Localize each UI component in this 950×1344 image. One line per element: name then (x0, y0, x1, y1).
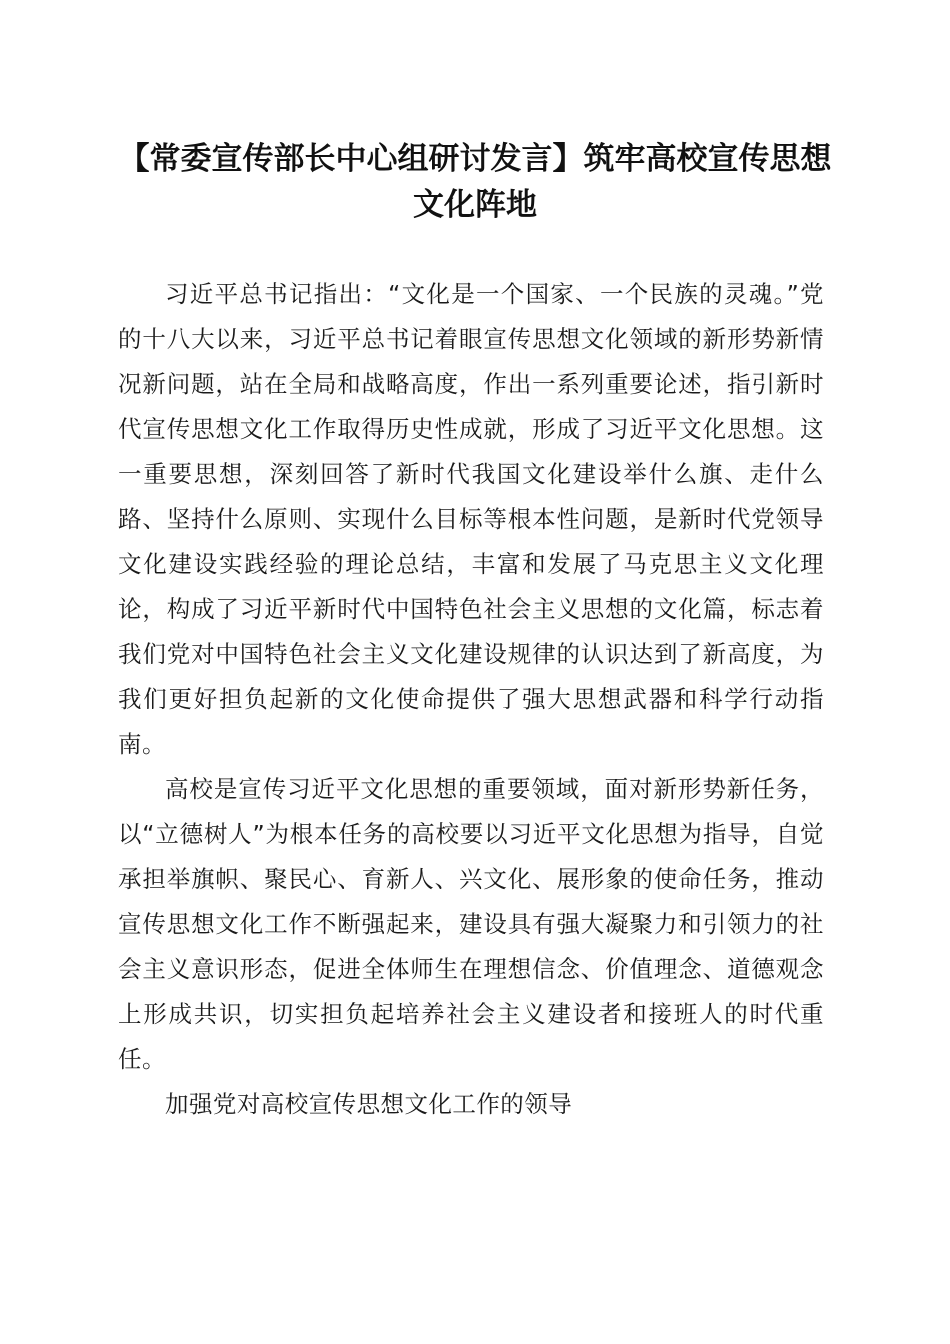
section-heading: 加强党对高校宣传思想文化工作的领导 (165, 1090, 573, 1118)
paragraph-intro: 习近平总书记指出：“文化是一个国家、一个民族的灵魂。”党的十八大以来，习近平总书记着眼宣传思想文化领域的新形势新情况新问题，站在全局和战略高度，作出一系列重要论述，指引新时代宣传思想文化工作取得历史性成就，形成了习近平文化思想。这一重要思想，深刻回答了新时代我国文化建设举什么旗、走什么路、坚持什么原则、实现什么目标等根本性问题，是新时代党领导文化建设实践经验的理论总结，丰富和发展了马克思主义文化理论，构成了习近平新时代中国特色社会主义思想的文化篇，标志着我们党对中国特色社会主义文化建设规律的认识达到了新高度，为我们更好担负起新的文化使命提供了强大思想武器和科学行动指南。 (118, 280, 824, 758)
document-title: 【常委宣传部长中心组研讨发言】筑牢高校宣传思想文化阵地 (118, 141, 832, 223)
document-body (118, 272, 824, 1127)
paragraph-universities: 高校是宣传习近平文化思想的重要领域，面对新形势新任务，以“立德树人”为根本任务的高校要以习近平文化思想为指导，自觉承担举旗帜、聚民心、育新人、兴文化、展形象的使命任务，推动宣传思想文化工作不断强起来，建设具有强大凝聚力和引领力的社会主义意识形态，促进全体师生在理想信念、价值理念、道德观念上形成共识，切实担负起培养社会主义建设者和接班人的时代重任。 (118, 775, 824, 1073)
